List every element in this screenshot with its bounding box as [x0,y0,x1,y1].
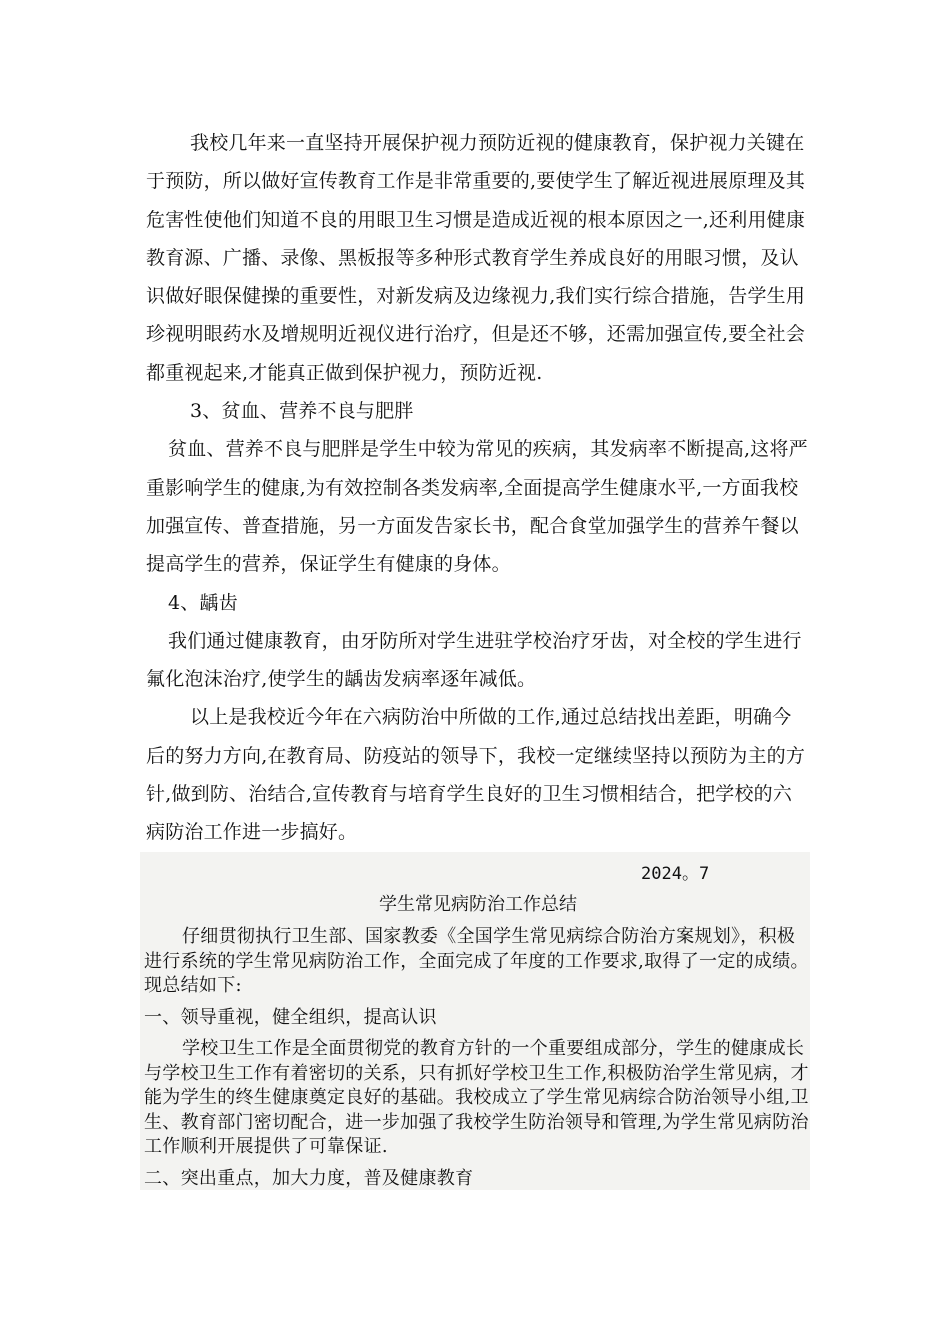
paragraph-leadership: 学校卫生工作是全面贯彻党的教育方针的一个重要组成部分，学生的健康成长与学校卫生工作有着密切的关系，只有抓好学校卫生工作,积极防治学生常见病，才能为学生的终生健康奠定良好的基础。我校成立了学生常见病综合防治领导小组,卫生、教育部门密切配合，进一步加强了我校学生防治领导和管理,为学生常见病防治工作顺利开展提供了可靠保证. [144,1038,809,1157]
heading-leadership: 一、领导重视，健全组织，提高认识 [144,1006,437,1028]
paragraph-intro: 仔细贯彻执行卫生部、国家教委《全国学生常见病综合防治方案规划》，积极进行系统的学生常见病防治工作，全面完成了年度的工作要求,取得了一定的成绩。现总结如下: [144,926,809,996]
paragraph-anemia: 贫血、营养不良与肥胖是学生中较为常见的疾病，其发病率不断提高,这将严重影响学生的健康,为有效控制各类发病率,全面提高学生健康水平,一方面我校加强宣传、普查措施，另一方面发告家长书，配合食堂加强学生的营养午餐以提高学生的营养，保证学生有健康的身体。 [146,438,808,576]
heading-health-education: 二、突出重点，加大力度，普及健康教育 [144,1167,474,1189]
heading-anemia-malnutrition-obesity: 3、贫血、营养不良与肥胖 [190,400,414,423]
section-common-disease-summary [144,925,812,1191]
paragraph-dental-caries: 我们通过健康教育，由牙防所对学生进驻学校治疗牙齿，对全校的学生进行氟化泡沫治疗,使学生的龋齿发病率逐年减低。 [146,629,802,691]
section-prevention-work [146,124,810,852]
document-title: 学生常见病防治工作总结 [379,894,577,915]
heading-dental-caries: 4、龋齿 [168,591,238,614]
paragraph-summary: 以上是我校近今年在六病防治中所做的工作,通过总结找出差距，明确今后的努力方向,在教育局、防疫站的领导下，我校一定继续坚持以预防为主的方针,做到防、治结合,宣传教育与培育学生良好的卫生习惯相结合，把学校的六病防治工作进一步搞好。 [146,706,806,844]
date-line: 2024。7 [641,864,710,884]
paragraph-vision-protection: 我校几年来一直坚持开展保护视力预防近视的健康教育，保护视力关键在于预防，所以做好宣传教育工作是非常重要的,要使学生了解近视进展原理及其危害性使他们知道不良的用眼卫生习惯是造成近视的根本原因之一,还利用健康教育源、广播、录像、黑板报等多种形式教育学生养成良好的用眼习惯，及认识做好眼保健操的重要性，对新发病及边缘视力,我们实行综合措施，告学生用珍视明眼药水及增规明近视仪进行治疗，但是还不够，还需加强宣传,要全社会都重视起来,才能真正做到保护视力，预防近视. [146,132,806,384]
